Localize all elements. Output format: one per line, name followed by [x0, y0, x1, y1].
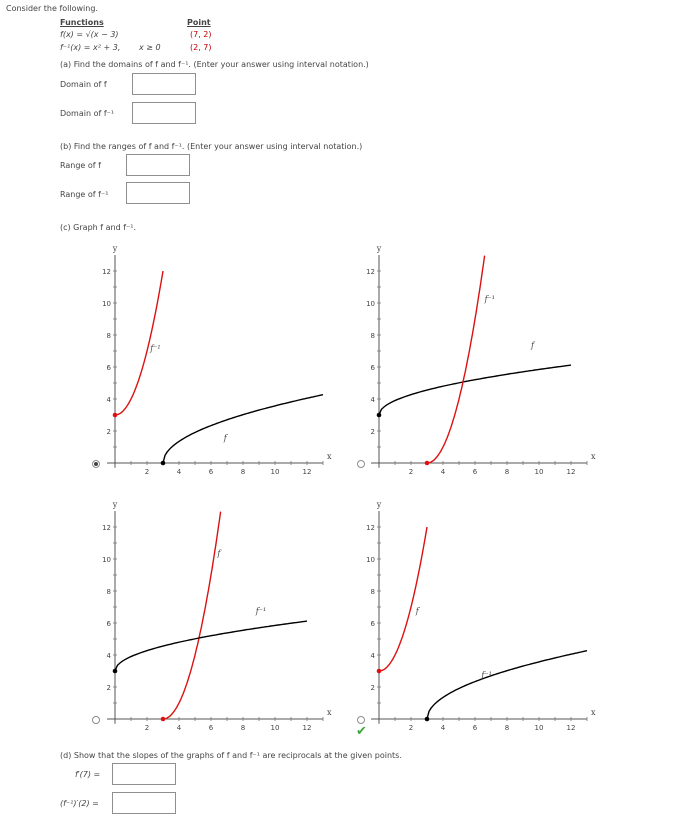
part-c-prompt: (c) Graph f and f⁻¹. — [60, 223, 137, 232]
panel-b-f-curve — [379, 365, 571, 415]
panel-a-finv-label: f⁻¹ — [150, 344, 161, 353]
panel-b-y-tick-label: 6 — [370, 364, 375, 372]
panel-b-y-tick-label: 12 — [366, 268, 375, 276]
panel-a-f-curve — [163, 395, 323, 463]
panel-d-y-tick-label: 6 — [370, 620, 375, 628]
panel-d-y-tick-label: 10 — [366, 556, 375, 564]
panel-b-finv-curve — [427, 256, 485, 463]
panel-d-f-label: f — [415, 606, 419, 616]
panel-d-x-tick-label: 12 — [566, 724, 576, 732]
panel-b-f-endpoint — [377, 413, 382, 418]
panel-a-y-tick-label: 12 — [102, 268, 111, 276]
panel-d-x-tick-label: 4 — [440, 724, 446, 732]
panel-b-y-tick-label: 8 — [370, 332, 375, 340]
functions-header: Functions — [60, 18, 104, 27]
panel-c-x-tick-label: 6 — [208, 724, 214, 732]
panel-d-finv-endpoint — [425, 717, 430, 722]
graph-option-c-radio[interactable] — [92, 716, 100, 724]
finvprime-label: (f⁻¹)′(2) = — [60, 799, 99, 808]
panel-d-y-axis-label: y — [376, 500, 382, 509]
panel-a-y-tick-label: 10 — [102, 300, 111, 308]
panel-c-finv-curve — [115, 621, 307, 671]
panel-b-x-tick-label: 6 — [472, 468, 478, 476]
panel-c-y-tick-label: 10 — [102, 556, 111, 564]
panel-d-y-tick-label: 12 — [366, 524, 375, 532]
panel-d-x-tick-label: 6 — [472, 724, 478, 732]
panel-c-x-axis-label: x — [327, 708, 332, 717]
part-d-prompt: (d) Show that the slopes of the graphs of f and f⁻¹ are reciprocals at the given points. — [60, 751, 402, 760]
panel-d-x-tick-label: 10 — [534, 724, 544, 732]
finvprime-input[interactable] — [112, 792, 176, 814]
point-f: (7, 2) — [190, 30, 212, 39]
panel-c-y-tick-label: 8 — [106, 588, 111, 596]
panel-a-f-label: f — [223, 433, 227, 443]
panel-b-x-tick-label: 10 — [534, 468, 544, 476]
panel-b-y-tick-label: 2 — [370, 428, 375, 436]
panel-a-finv-curve — [115, 271, 163, 415]
panel-a-y-tick-label: 2 — [106, 428, 111, 436]
part-a-prompt: (a) Find the domains of f and f⁻¹. (Enter your answer using interval notation.) — [60, 60, 369, 69]
panel-c-y-tick-label: 4 — [106, 652, 111, 660]
domain-f-label: Domain of f — [60, 80, 107, 89]
graph-option-b-radio[interactable] — [357, 460, 365, 468]
panel-c-x-tick-label: 4 — [176, 724, 182, 732]
panel-b-y-tick-label: 4 — [370, 396, 375, 404]
panel-d-finv-label: f⁻¹ — [481, 670, 492, 680]
panel-a-f-endpoint — [161, 461, 166, 466]
point-finv: (2, 7) — [190, 43, 212, 52]
panel-d-x-axis-label: x — [591, 708, 596, 717]
panel-a-x-tick-label: 4 — [176, 468, 182, 476]
panel-d-y-tick-label: 8 — [370, 588, 375, 596]
fprime-label: f′(7) = — [75, 770, 101, 779]
panel-c-f-label: f — [217, 548, 221, 558]
panel-b-x-tick-label: 12 — [566, 468, 576, 476]
panel-c-x-tick-label: 8 — [240, 724, 246, 732]
graph-option-a-radio[interactable] — [92, 460, 100, 468]
panel-b-x-axis-label: x — [591, 452, 596, 461]
panel-c-y-axis-label: y — [112, 500, 118, 509]
correct-checkmark-icon: ✔ — [356, 724, 367, 739]
panel-c-x-tick-label: 2 — [144, 724, 150, 732]
range-finv-label: Range of f⁻¹ — [60, 190, 109, 199]
panel-d-x-tick-label: 2 — [408, 724, 414, 732]
panel-a-x-tick-label: 8 — [240, 468, 246, 476]
panel-c-finv-endpoint — [113, 669, 118, 674]
panel-d-y-tick-label: 4 — [370, 652, 375, 660]
domain-finv-label: Domain of f⁻¹ — [60, 109, 115, 118]
function-finv-condition: x ≥ 0 — [139, 43, 161, 52]
panel-a-x-tick-label: 10 — [270, 468, 280, 476]
panel-a-x-tick-label: 12 — [302, 468, 312, 476]
panel-c-x-tick-label: 10 — [270, 724, 280, 732]
panel-a-y-tick-label: 4 — [106, 396, 111, 404]
panel-d-f-curve — [379, 527, 427, 671]
panel-c-y-tick-label: 6 — [106, 620, 111, 628]
intro-text: Consider the following. — [6, 4, 98, 13]
graph-option-d-radio[interactable] — [357, 716, 365, 724]
fprime-input[interactable] — [112, 763, 176, 785]
panel-a-y-axis-label: y — [112, 244, 118, 253]
panel-a-x-axis-label: x — [327, 452, 332, 461]
panel-b-x-tick-label: 8 — [504, 468, 510, 476]
panel-b-finv-label: f⁻¹ — [484, 294, 495, 304]
panel-c-f-curve — [163, 512, 221, 719]
panel-a-y-tick-label: 8 — [106, 332, 111, 340]
panel-a-x-tick-label: 2 — [144, 468, 150, 476]
panel-a-finv-endpoint — [113, 413, 118, 418]
panel-d-finv-curve — [427, 651, 587, 719]
panel-b-x-tick-label: 2 — [408, 468, 414, 476]
panel-c-x-tick-label: 12 — [302, 724, 312, 732]
panel-b-y-axis-label: y — [376, 244, 382, 253]
panel-b-y-tick-label: 10 — [366, 300, 375, 308]
range-f-label: Range of f — [60, 161, 101, 170]
point-header: Point — [187, 18, 211, 27]
panel-d-y-tick-label: 2 — [370, 684, 375, 692]
panel-c-f-endpoint — [161, 717, 166, 722]
panel-b-f-label: f — [531, 340, 534, 350]
function-finv: f⁻¹(x) = x² + 3, — [60, 43, 121, 52]
panel-c-y-tick-label: 2 — [106, 684, 111, 692]
panel-a-x-tick-label: 6 — [208, 468, 214, 476]
function-f: f(x) = √(x − 3) — [60, 30, 119, 39]
panel-c-finv-label: f⁻¹ — [255, 606, 267, 616]
panel-b-finv-endpoint — [425, 461, 430, 466]
panel-c-y-tick-label: 12 — [102, 524, 111, 532]
panel-d-f-endpoint — [377, 669, 382, 674]
panel-b-x-tick-label: 4 — [440, 468, 446, 476]
part-b-prompt: (b) Find the ranges of f and f⁻¹. (Enter your answer using interval notation.) — [60, 142, 363, 151]
panel-d-x-tick-label: 8 — [504, 724, 510, 732]
panel-a-y-tick-label: 6 — [106, 364, 111, 372]
